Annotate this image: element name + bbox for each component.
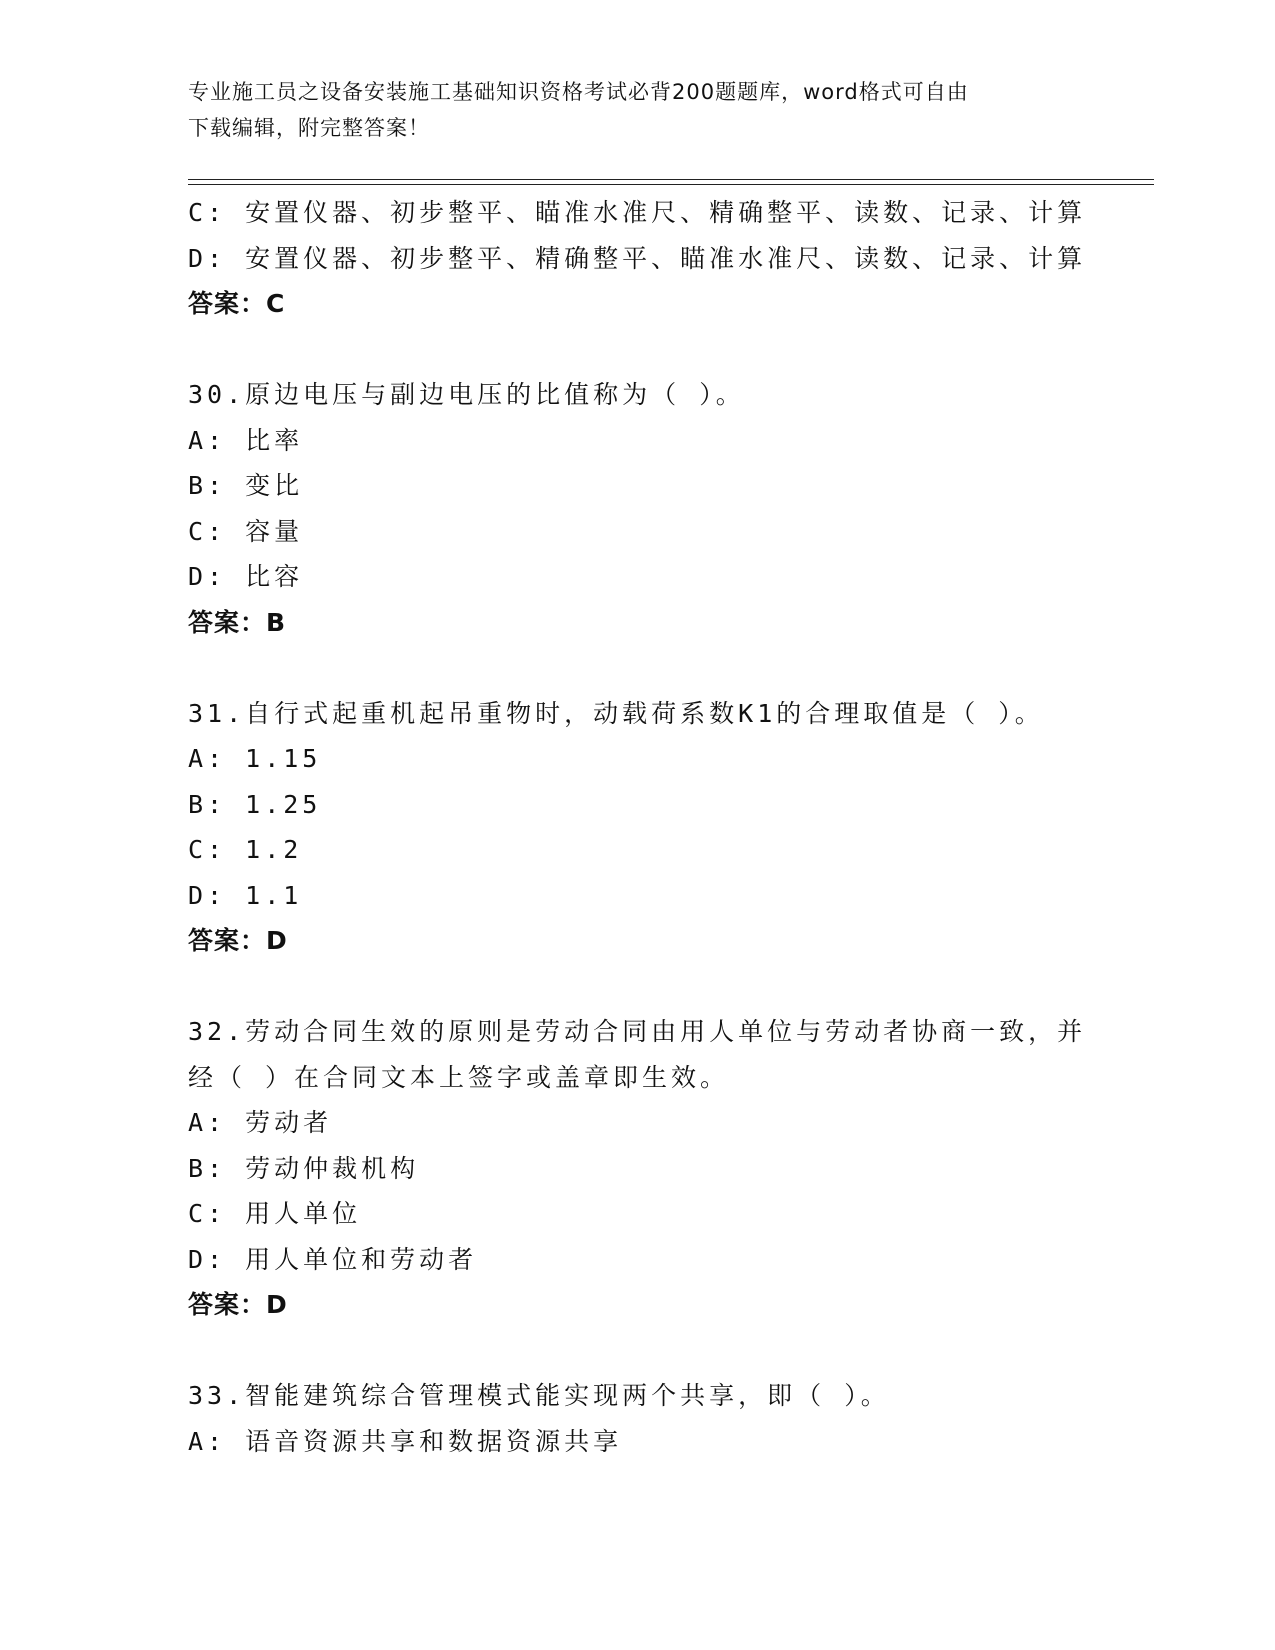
question-list (188, 190, 1138, 1464)
document-header (188, 74, 1068, 146)
question-33 (188, 1373, 1138, 1464)
question-31 (188, 691, 1138, 964)
option-c: C: 1.2 (188, 835, 303, 864)
continued-question (188, 190, 1138, 327)
header-title-line-1: 专业施工员之设备安装施工基础知识资格考试必背200题题库，word格式可自由 (188, 80, 969, 104)
option-d: D: 比容 (188, 562, 304, 591)
option-a: A: 比率 (188, 425, 304, 455)
question-stem: 33.智能建筑综合管理模式能实现两个共享，即（ ）。 (188, 1381, 890, 1410)
answer-line: 答案：D (188, 926, 288, 955)
option-c: C: 安置仪器、初步整平、瞄准水准尺、精确整平、读数、记录、计算 (188, 198, 1087, 227)
option-a: A: 语音资源共享和数据资源共享 (188, 1426, 623, 1456)
question-stem: 31.自行式起重机起吊重物时，动载荷系数K1的合理取值是（ ）。 (188, 698, 1044, 728)
question-30 (188, 372, 1138, 645)
option-a: A: 劳动者 (188, 1108, 333, 1137)
option-b: B: 1.25 (188, 789, 322, 819)
option-b: B: 劳动仲裁机构 (188, 1153, 420, 1183)
option-c: C: 容量 (188, 516, 304, 546)
answer-line: 答案：B (188, 607, 287, 637)
question-stem: 32.劳动合同生效的原则是劳动合同由用人单位与劳动者协商一致，并 (188, 1017, 1087, 1046)
question-stem-continued: 经（ ）在合同文本上签字或盖章即生效。 (188, 1062, 730, 1092)
answer-line: 答案：C (188, 289, 286, 318)
option-d: D: 用人单位和劳动者 (188, 1244, 478, 1274)
option-a: A: 1.15 (188, 744, 322, 773)
option-b: B: 变比 (188, 471, 304, 500)
question-32 (188, 1009, 1138, 1328)
header-divider-top (188, 179, 1154, 180)
option-d: D: 安置仪器、初步整平、精确整平、瞄准水准尺、读数、记录、计算 (188, 243, 1087, 273)
answer-line: 答案：D (188, 1290, 288, 1319)
header-title-line-2: 下载编辑，附完整答案！ (188, 116, 430, 140)
header-divider-bottom (188, 184, 1154, 185)
question-stem: 30.原边电压与副边电压的比值称为（ ）。 (188, 380, 745, 409)
option-c: C: 用人单位 (188, 1199, 362, 1228)
option-d: D: 1.1 (188, 880, 303, 910)
